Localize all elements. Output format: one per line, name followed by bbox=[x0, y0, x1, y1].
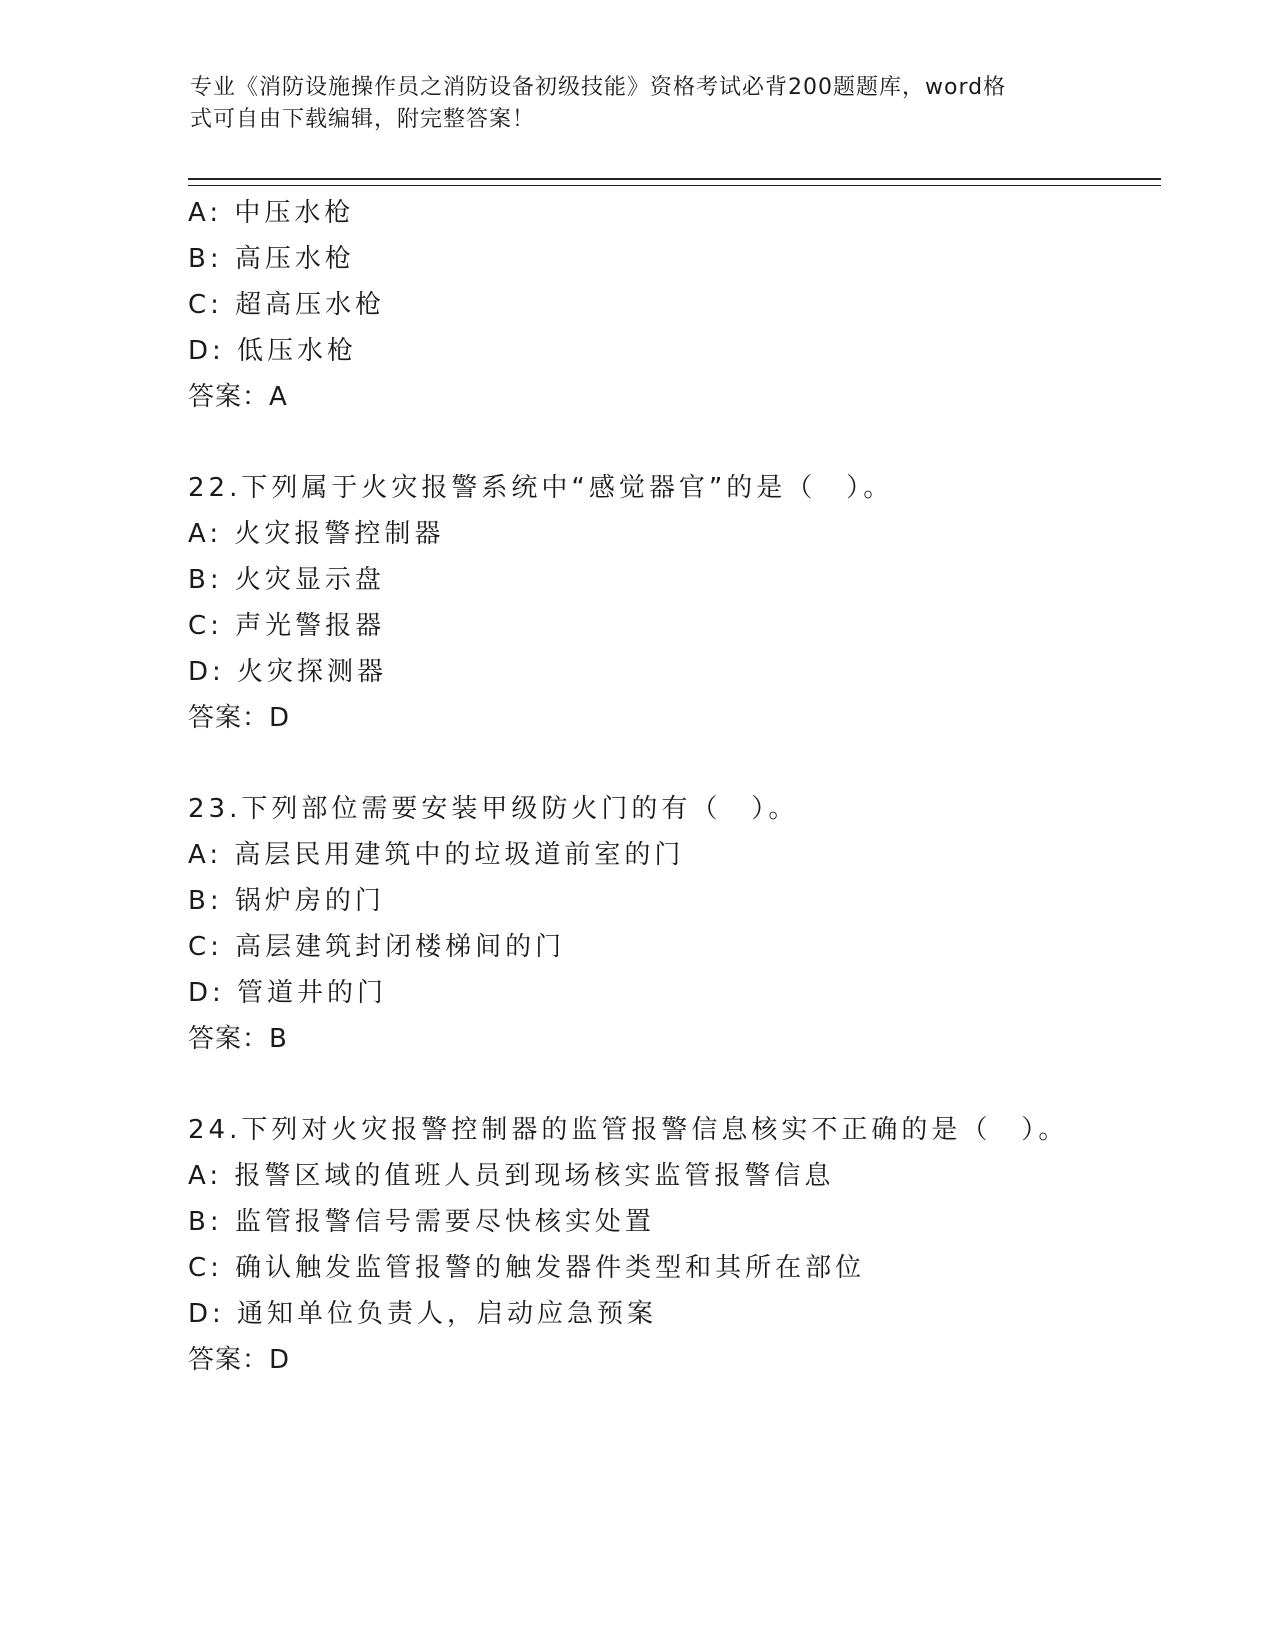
block-spacer bbox=[188, 420, 1161, 465]
option-a: A: 高层民用建筑中的垃圾道前室的门 bbox=[188, 840, 685, 870]
answer-text: 答案：D bbox=[188, 703, 291, 733]
option-a: A: 报警区域的值班人员到现场核实监管报警信息 bbox=[188, 1161, 835, 1191]
option-c: C: 超高压水枪 bbox=[188, 290, 386, 320]
question-text: 23.下列部位需要安装甲级防火门的有（ ）。 bbox=[188, 794, 799, 824]
option-a: A: 中压水枪 bbox=[188, 198, 355, 228]
option-d: D: 低压水枪 bbox=[188, 336, 358, 366]
header-divider bbox=[188, 178, 1161, 186]
option-c: C: 声光警报器 bbox=[188, 611, 386, 641]
header-line-2: 式可自由下载编辑，附完整答案！ bbox=[190, 107, 536, 132]
question-block-21 bbox=[188, 190, 1161, 420]
block-spacer bbox=[188, 741, 1161, 786]
option-c: C: 确认触发监管报警的触发器件类型和其所在部位 bbox=[188, 1253, 866, 1283]
option-d: D: 火灾探测器 bbox=[188, 657, 388, 687]
option-c: C: 高层建筑封闭楼梯间的门 bbox=[188, 932, 566, 962]
option-d: D: 通知单位负责人，启动应急预案 bbox=[188, 1299, 658, 1329]
answer-text: 答案：A bbox=[188, 382, 288, 412]
question-block-24 bbox=[188, 1107, 1161, 1383]
block-spacer bbox=[188, 1062, 1161, 1107]
question-block-23 bbox=[188, 786, 1161, 1062]
option-d: D: 管道井的门 bbox=[188, 978, 388, 1008]
question-list bbox=[188, 190, 1161, 1383]
document-header bbox=[190, 72, 1090, 136]
option-b: B: 高压水枪 bbox=[188, 244, 355, 274]
option-b: B: 监管报警信号需要尽快核实处置 bbox=[188, 1207, 655, 1237]
option-a: A: 火灾报警控制器 bbox=[188, 519, 445, 549]
header-line-1: 专业《消防设施操作员之消防设备初级技能》资格考试必背200题题库，word格 bbox=[190, 75, 1007, 100]
option-b: B: 火灾显示盘 bbox=[188, 565, 385, 595]
answer-text: 答案：B bbox=[188, 1024, 288, 1054]
question-block-22 bbox=[188, 465, 1161, 741]
option-b: B: 锅炉房的门 bbox=[188, 886, 385, 916]
answer-text: 答案：D bbox=[188, 1345, 291, 1375]
question-text: 22.下列属于火灾报警系统中“感觉器官”的是（ ）。 bbox=[188, 473, 894, 503]
question-text: 24.下列对火灾报警控制器的监管报警信息核实不正确的是（ ）。 bbox=[188, 1115, 1069, 1145]
